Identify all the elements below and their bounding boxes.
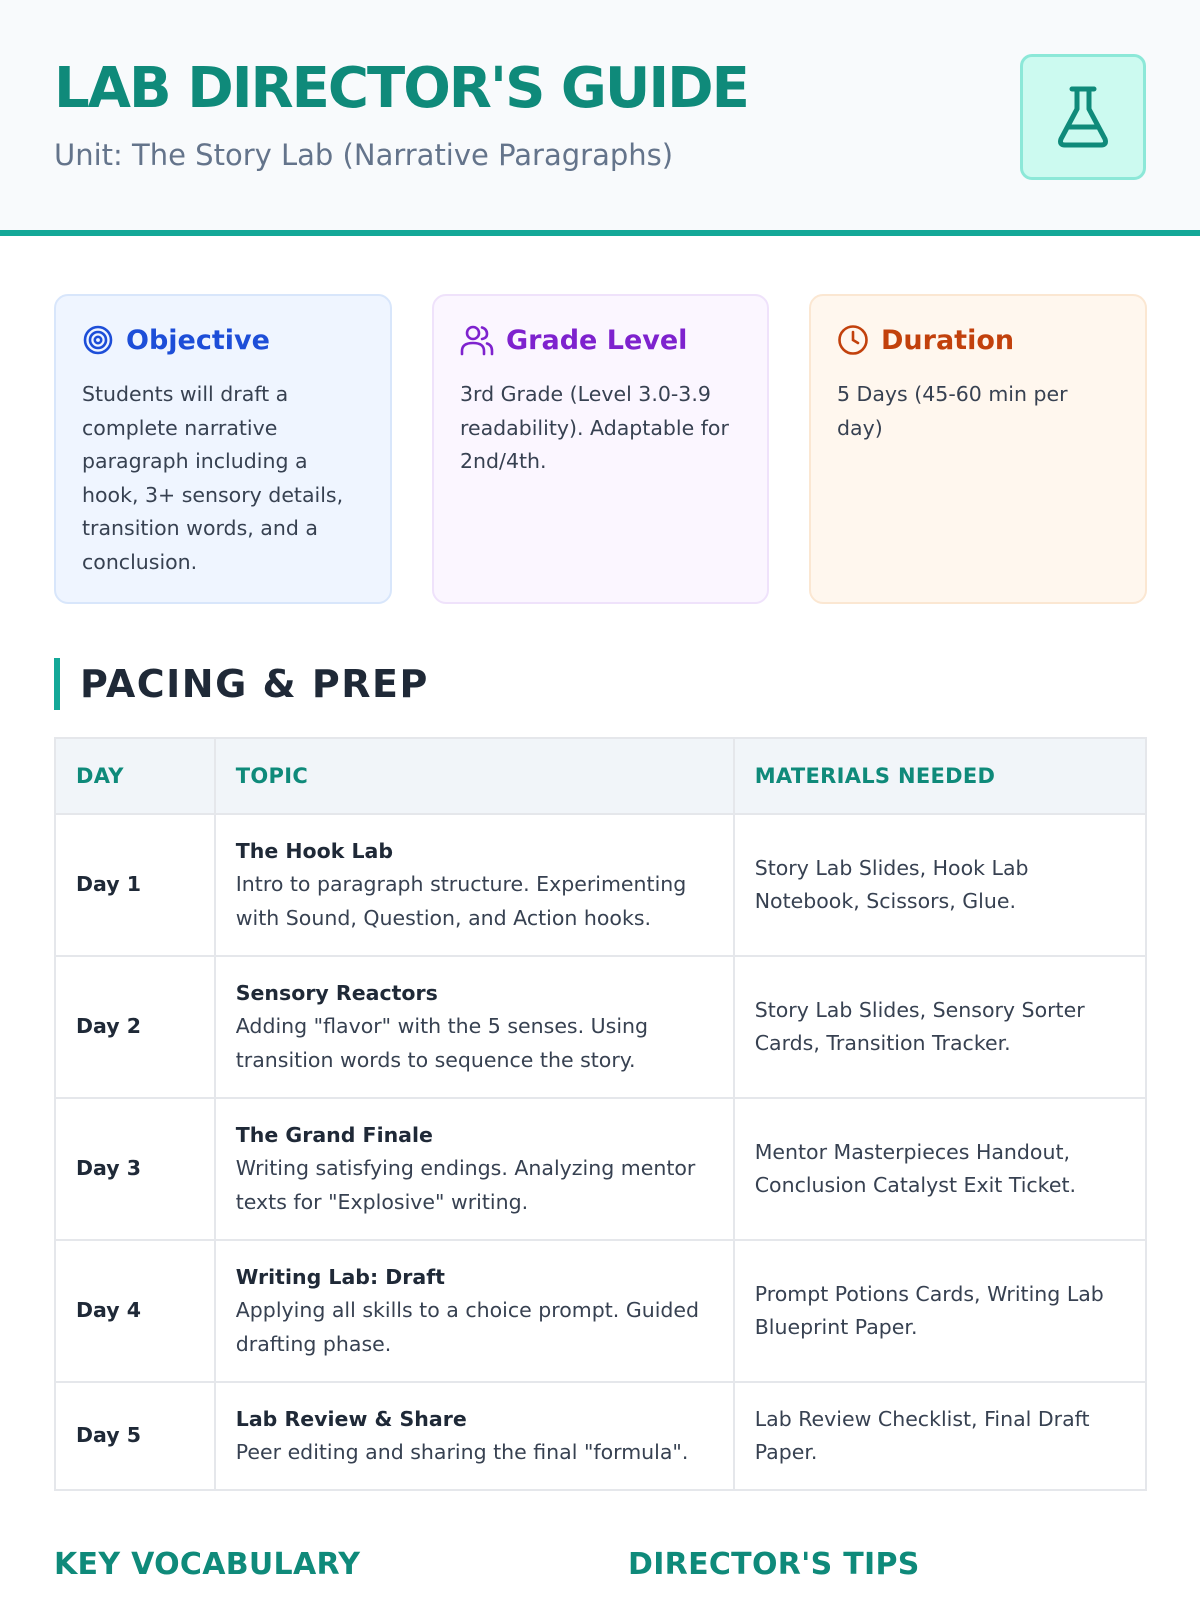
flask-icon [1055, 85, 1111, 149]
topic-description: Intro to paragraph structure. Experimenting with Sound, Question, and Action hooks. [235, 872, 687, 930]
topic-description: Peer editing and sharing the final "formula". [235, 1440, 689, 1464]
column-header-topic: TOPIC [215, 738, 734, 814]
topic-description: Writing satisfying endings. Analyzing mentor texts for "Explosive" writing. [235, 1156, 696, 1214]
topic-cell [215, 956, 734, 1098]
objective-card [54, 294, 392, 604]
users-icon [460, 324, 494, 356]
materials-cell: Mentor Masterpieces Handout, Conclusion Catalyst Exit Ticket. [734, 1098, 1146, 1240]
materials-cell: Story Lab Slides, Sensory Sorter Cards, Transition Tracker. [734, 956, 1146, 1098]
topic-title: The Hook Lab [235, 838, 394, 863]
pacing-table [54, 737, 1147, 1491]
materials-cell: Story Lab Slides, Hook Lab Notebook, Scissors, Glue. [734, 814, 1146, 956]
topic-title: Lab Review & Share [235, 1406, 467, 1431]
page-title: LAB DIRECTOR'S GUIDE [54, 56, 748, 121]
day-cell: Day 2 [55, 956, 215, 1098]
day-cell: Day 5 [55, 1382, 215, 1490]
duration-card [809, 294, 1147, 604]
table-header-row [55, 738, 1146, 814]
table-row [55, 814, 1146, 956]
key-vocabulary-heading: KEY VOCABULARY [54, 1547, 361, 1582]
grade-level-text: 3rd Grade (Level 3.0-3.9 readability). Adaptable for 2nd/4th. [460, 382, 729, 473]
topic-title: Sensory Reactors [235, 980, 438, 1005]
topic-cell [215, 814, 734, 956]
topic-cell [215, 1098, 734, 1240]
column-header-materials: MATERIALS NEEDED [734, 738, 1146, 814]
objective-title: Objective [126, 324, 270, 356]
pacing-section-title: PACING & PREP [80, 662, 429, 706]
section-accent-bar [54, 658, 60, 710]
topic-title: Writing Lab: Draft [235, 1264, 445, 1289]
topic-cell [215, 1382, 734, 1490]
clock-icon [837, 324, 869, 356]
day-cell: Day 1 [55, 814, 215, 956]
target-icon [82, 324, 114, 356]
topic-title: The Grand Finale [235, 1122, 433, 1147]
topic-description: Applying all skills to a choice prompt. Guided drafting phase. [235, 1298, 700, 1356]
day-cell: Day 3 [55, 1098, 215, 1240]
column-header-day: DAY [55, 738, 215, 814]
duration-title: Duration [881, 324, 1015, 356]
directors-tips-heading: DIRECTOR'S TIPS [628, 1547, 920, 1582]
page-subtitle: Unit: The Story Lab (Narrative Paragraphs) [54, 138, 674, 172]
table-row [55, 1382, 1146, 1490]
day-cell: Day 4 [55, 1240, 215, 1382]
topic-description: Adding "flavor" with the 5 senses. Using transition words to sequence the story. [235, 1014, 649, 1072]
materials-cell: Lab Review Checklist, Final Draft Paper. [734, 1382, 1146, 1490]
page-header [0, 0, 1200, 236]
grade-level-title: Grade Level [506, 324, 688, 356]
logo-badge [1020, 54, 1146, 180]
grade-level-card [432, 294, 769, 604]
topic-cell [215, 1240, 734, 1382]
table-row [55, 1098, 1146, 1240]
duration-text: 5 Days (45-60 min per day) [837, 382, 1068, 440]
materials-cell: Prompt Potions Cards, Writing Lab Blueprint Paper. [734, 1240, 1146, 1382]
objective-text: Students will draft a complete narrative paragraph including a hook, 3+ sensory details, transition words, and a conclusion. [82, 382, 344, 574]
table-row [55, 1240, 1146, 1382]
table-row [55, 956, 1146, 1098]
